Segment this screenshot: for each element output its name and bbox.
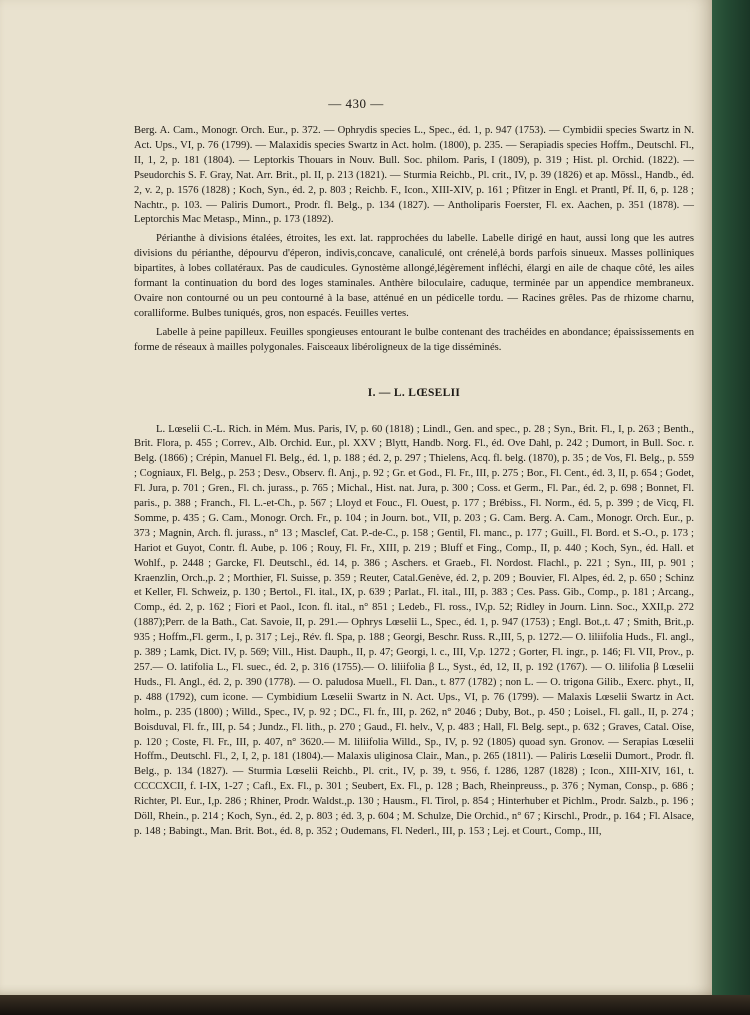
species-paragraph: L. Lœselii C.-L. Rich. in Mém. Mus. Paris, IV, p. 60 (1818) ; Lindl., Gen. and spec., p. 28 ; Syn., Brit. Fl., I, p. 263 ; Benth., Brit. Flora, p. 455 ; Correv., Alb. Orchid. Eur., pl. XXV ; Blytt, Handb. Norg. Fl., éd. Ove Dahl, p. 242 ; Dumort, in Bull. Soc. r. Belg. (1866) ; Crépin, Manuel Fl. Belg., éd. 1, p. 188 ; éd. 2, p. 297 ; Thielens, Acq. fl. belg. (1870), p. 35 ; de Vos, Fl. Belg., p. 559 ; Cogniaux, Fl. Belg., p. 253 ; Desv., Observ. fl. Anj., p. 92 ; Gr. et God., Fl. Fr., III, p. 275 ; Bor., Fl. Cent., éd. 3, II, p. 654 ; Godet, Fl. Jura, p. 701 ; Gren., Fl. ch. jurass., p. 765 ; Michal., Hist. nat. Jura, p. 300 ; Coss. et Germ., Fl. Par., éd. 2, p. 698 ; Bonnet, Fl. paris., p. 388 ; Franch., Fl. L.-et-Ch., p. 567 ; Lloyd et Fouc., Fl. Ouest, p. 177 ; Brébiss., Fl. Norm., éd. 5, p. 399 ; de Vicq, Fl. Somme, p. 435 ; G. Cam., Monogr. Orch. Fr., p. 104 ; in Journ. bot., VII, p. 203 ; G. Cam. Berg. A. Cam., Monogr. Orch. Eur., p. 373 ; Magnin, Arch. fl. jurass., n° 13 ; Masclef, Cat. P.-de-C., p. 158 ; Gentil, Fl. manc., p. 177 ; Guill., Fl. Bord. et S.-O., p. 173 ; Hariot et Guyot, Contr. fl. Aube, p. 106 ; Rouy, Fl. Fr., XIII, p. 219 ; Bluff et Fing., Comp., II, p. 440 ; Koch, Syn., éd. Hall. et Wohlf., p. 2448 ; Garcke, Fl. Deutschl., éd. 14, p. 386 ; Aschers. et Graeb., Fl. Nordost. Flachl., p. 221 ; Syn., III, p. 901 ; Kraenzlin, Orch.,p. 2 ; Morthier, Fl. Suisse, p. 359 ; Reuter, Catal.Genève, éd. 2, p. 209 ; Bouvier, Fl. Alpes, éd. 2, p. 650 ; Schinz et Keller, Fl. Schweiz, p. 130 ; Bertol., Fl. ital., IX, p. 639 ; Parlat., Fl. ital., III, p. 383 ; Ces. Pass. Gib., Comp., p. 181 ; Arcang., Comp., éd. 2, p. 162 ; Fiori et Paol., Icon. fl. ital., n° 851 ; Ledeb., Fl. ross., IV,p. 52; Ridley in Journ. Linn. Soc., XXII,p. 272 (1887);Perr. de la Bath., Cat. Savoie, II, p. 291.— Ophrys Lœselii L., Spec., éd. 1, p. 947 (1753) ; Engl. Bot.,t. 47 ; Smith, Brit.,p. 935 ; Hoffm.,Fl. germ., I, p. 317 ; Lej., Rév. fl. Spa, p. 188 ; Georgi, Beschr. Russ. R.,III, 5, p. 1272.— O. liliifolia Huds., Fl. angl., p. 389 ; Lamk, Dict. IV, p. 569; Vill., Hist. Dauph., II, p. 47; Georgi, l. c., III, V,p. 1272 ; Gorter, Fl. ingr., p. 146; Fl. VII, Prov., p. 257.— O. latifolia L., Fl. suec., éd. 2, p. 316 (1755).— O. liliifolia β L., Syst., éd, 12, II, p. 192 (1767). — O. lilifolia β Lœselii Huds., Fl. Angl., éd. 2, p. 390 (1778). — O. paludosa Muell., Fl. Dan., t. 877 (1782) ; non L. — O. trigona Gilib., Exerc. phyt., II, p. 488 (1792), cum icone. — Cymbidium Lœselii Swartz in N. Act. Ups., VI, p. 76 (1799). — Malaxis Lœselii Swartz in Act. holm., p. 235 (1800) ; Willd., Spec., IV, p. 92 ; DC., Fl. fr., III, p. 262, n° 2046 ; Duby, Bot., p. 450 ; Loisel., Fl. gall., II, p. 274 ; Boisduval, Fl. fr., III, p. 54 ; Jundz., Fl. lith., p. 270 ; Gaud., Fl. helv., V, p. 483 ; Hall, Fl. Belg. sept., p. 632 ; Graves, Catal. Oise, p. 120 ; Coste, Fl. Fr., III, p. 407, n° 3620.— M. liliifolia Willd., Sp., IV, p. 92 (1805) quoad syn. Gronov. — Serapias Lœselii Hoffm., Deutschl. Fl., 2, I, 2, p. 181 (1804).— Malaxis uliginosa Clair., Man., p. 265 (1811). — Paliris Lœselii Dumort., Prodr. fl. Belg., p. 134 (1827). — Sturmia Lœselii Reichb., Pl. crit., IV, p. 39, t. 956, f. 1286, 1287 (1828) ; Icon., XIII-XIV, 161, t. CCCCXCII, f. I-IX, 1-27 ; Cafl., Ex. Fl., p. 301 ; Seubert, Ex. Fl., p. 128 ; Bach, Rheinpreuss., p. 376 ; Nyman, Consp., p. 686 ; Richter, Pl. Eur., I,p. 286 ; Rhiner, Prodr. Waldst.,p. 130 ; Hausm., Fl. Tirol, p. 854 ; Hinterhuber et Pichlm., Prodr. Salzb., p. 196 ; Döll, Rhein., p. 214 ; Koch, Syn., éd. 2, p. 803 ; éd. 3, p. 604 ; M. Schulze, Die Orchid., n° 67 ; Kirschl., Prodr., p. 164 ; Fl. Alsace, p. 148 ; Babingt., Man. Brit. Bot., éd. 8, p. 352 ; Oudemans, Fl. Nederl., III, p. 153 ; Lej. et Court., Comp., III, xyxy=(134,423,694,837)
description-paragraph: Périanthe à divisions étalées, étroites, les ext. lat. rapprochées du labelle. Labelle dirigé en haut, aussi long que les autres divisions du périanthe, dépourvu d'éperon, indivis,concave, canaliculé, ont crénelé,à bords parfois sinueux. Masses polliniques bipartites, à lobes collatéraux. Pas de caudicules. Gynostème allongé,légèrement infléchi, élargi en aile de chaque côté, les ailes formant la continuation du bord des loges staminales. Anthère biloculaire, caduque, terminée par un appendice membraneux. Ovaire non contourné ou un peu contourné à la base, atténué en un pédicelle tordu. — Racines grêles. Pas de rhizome charnu, coralliforme. Bulbes tuniqués, gros, non espacés. Feuilles vertes. xyxy=(134,233,694,319)
book-bottom-edge xyxy=(0,995,750,1015)
book-cover-edge xyxy=(712,0,750,995)
page-number: — 430 — xyxy=(328,96,384,111)
page-body xyxy=(134,124,694,840)
anatomy-paragraph: Labelle à peine papilleux. Feuilles spongieuses entourant le bulbe contenant des trachéides en abondance; épaississements en forme de réseaux à mailles polygonales. Faisceaux libéroligneux de la tige disséminés. xyxy=(134,326,694,353)
section-heading xyxy=(134,386,694,401)
synonyms-paragraph: Berg. A. Cam., Monogr. Orch. Eur., p. 372. — Ophrydis species L., Spec., éd. 1, p. 947 (1753). — Cymbidii species Swartz in N. Act. Ups., VI, p. 76 (1799). — Malaxidis species Swartz in Act. holm. (1800), p. 235. — Serapiadis species Hoffm., Deutschl. Fl., II, 1, 2, p. 181 (1804). — Leptorkis Thouars in Nouv. Bull. Soc. philom. Paris, I (1809), p. 319 ; Hist. pl. Orchid. (1822). — Pseudorchis S. F. Gray, Nat. Arr. Brit., pl. II, p. 213 (1821). — Sturmia Reichb., Pl. crit., IV, p. 39 (1826) et ap. Mössl., Handb., éd. 2, v. 2, p. 1576 (1828) ; Koch, Syn., éd. 2, p. 803 ; Reichb. F., Icon., XIII-XIV, p. 161 ; Pfitzer in Engl. et Prantl, Pf. II, 6, p. 128 ; Nachtr., p. 103. — Paliris Dumort., Prodr. fl. Belg., p. 134 (1827). — Antholiparis Foerster, Fl. ex. Aachen, p. 351 (1878). — Leptorchis Mac Metasp., Minn., p. 173 (1892). xyxy=(134,125,694,226)
section-heading-text: I. — L. LŒSELII xyxy=(367,386,461,399)
